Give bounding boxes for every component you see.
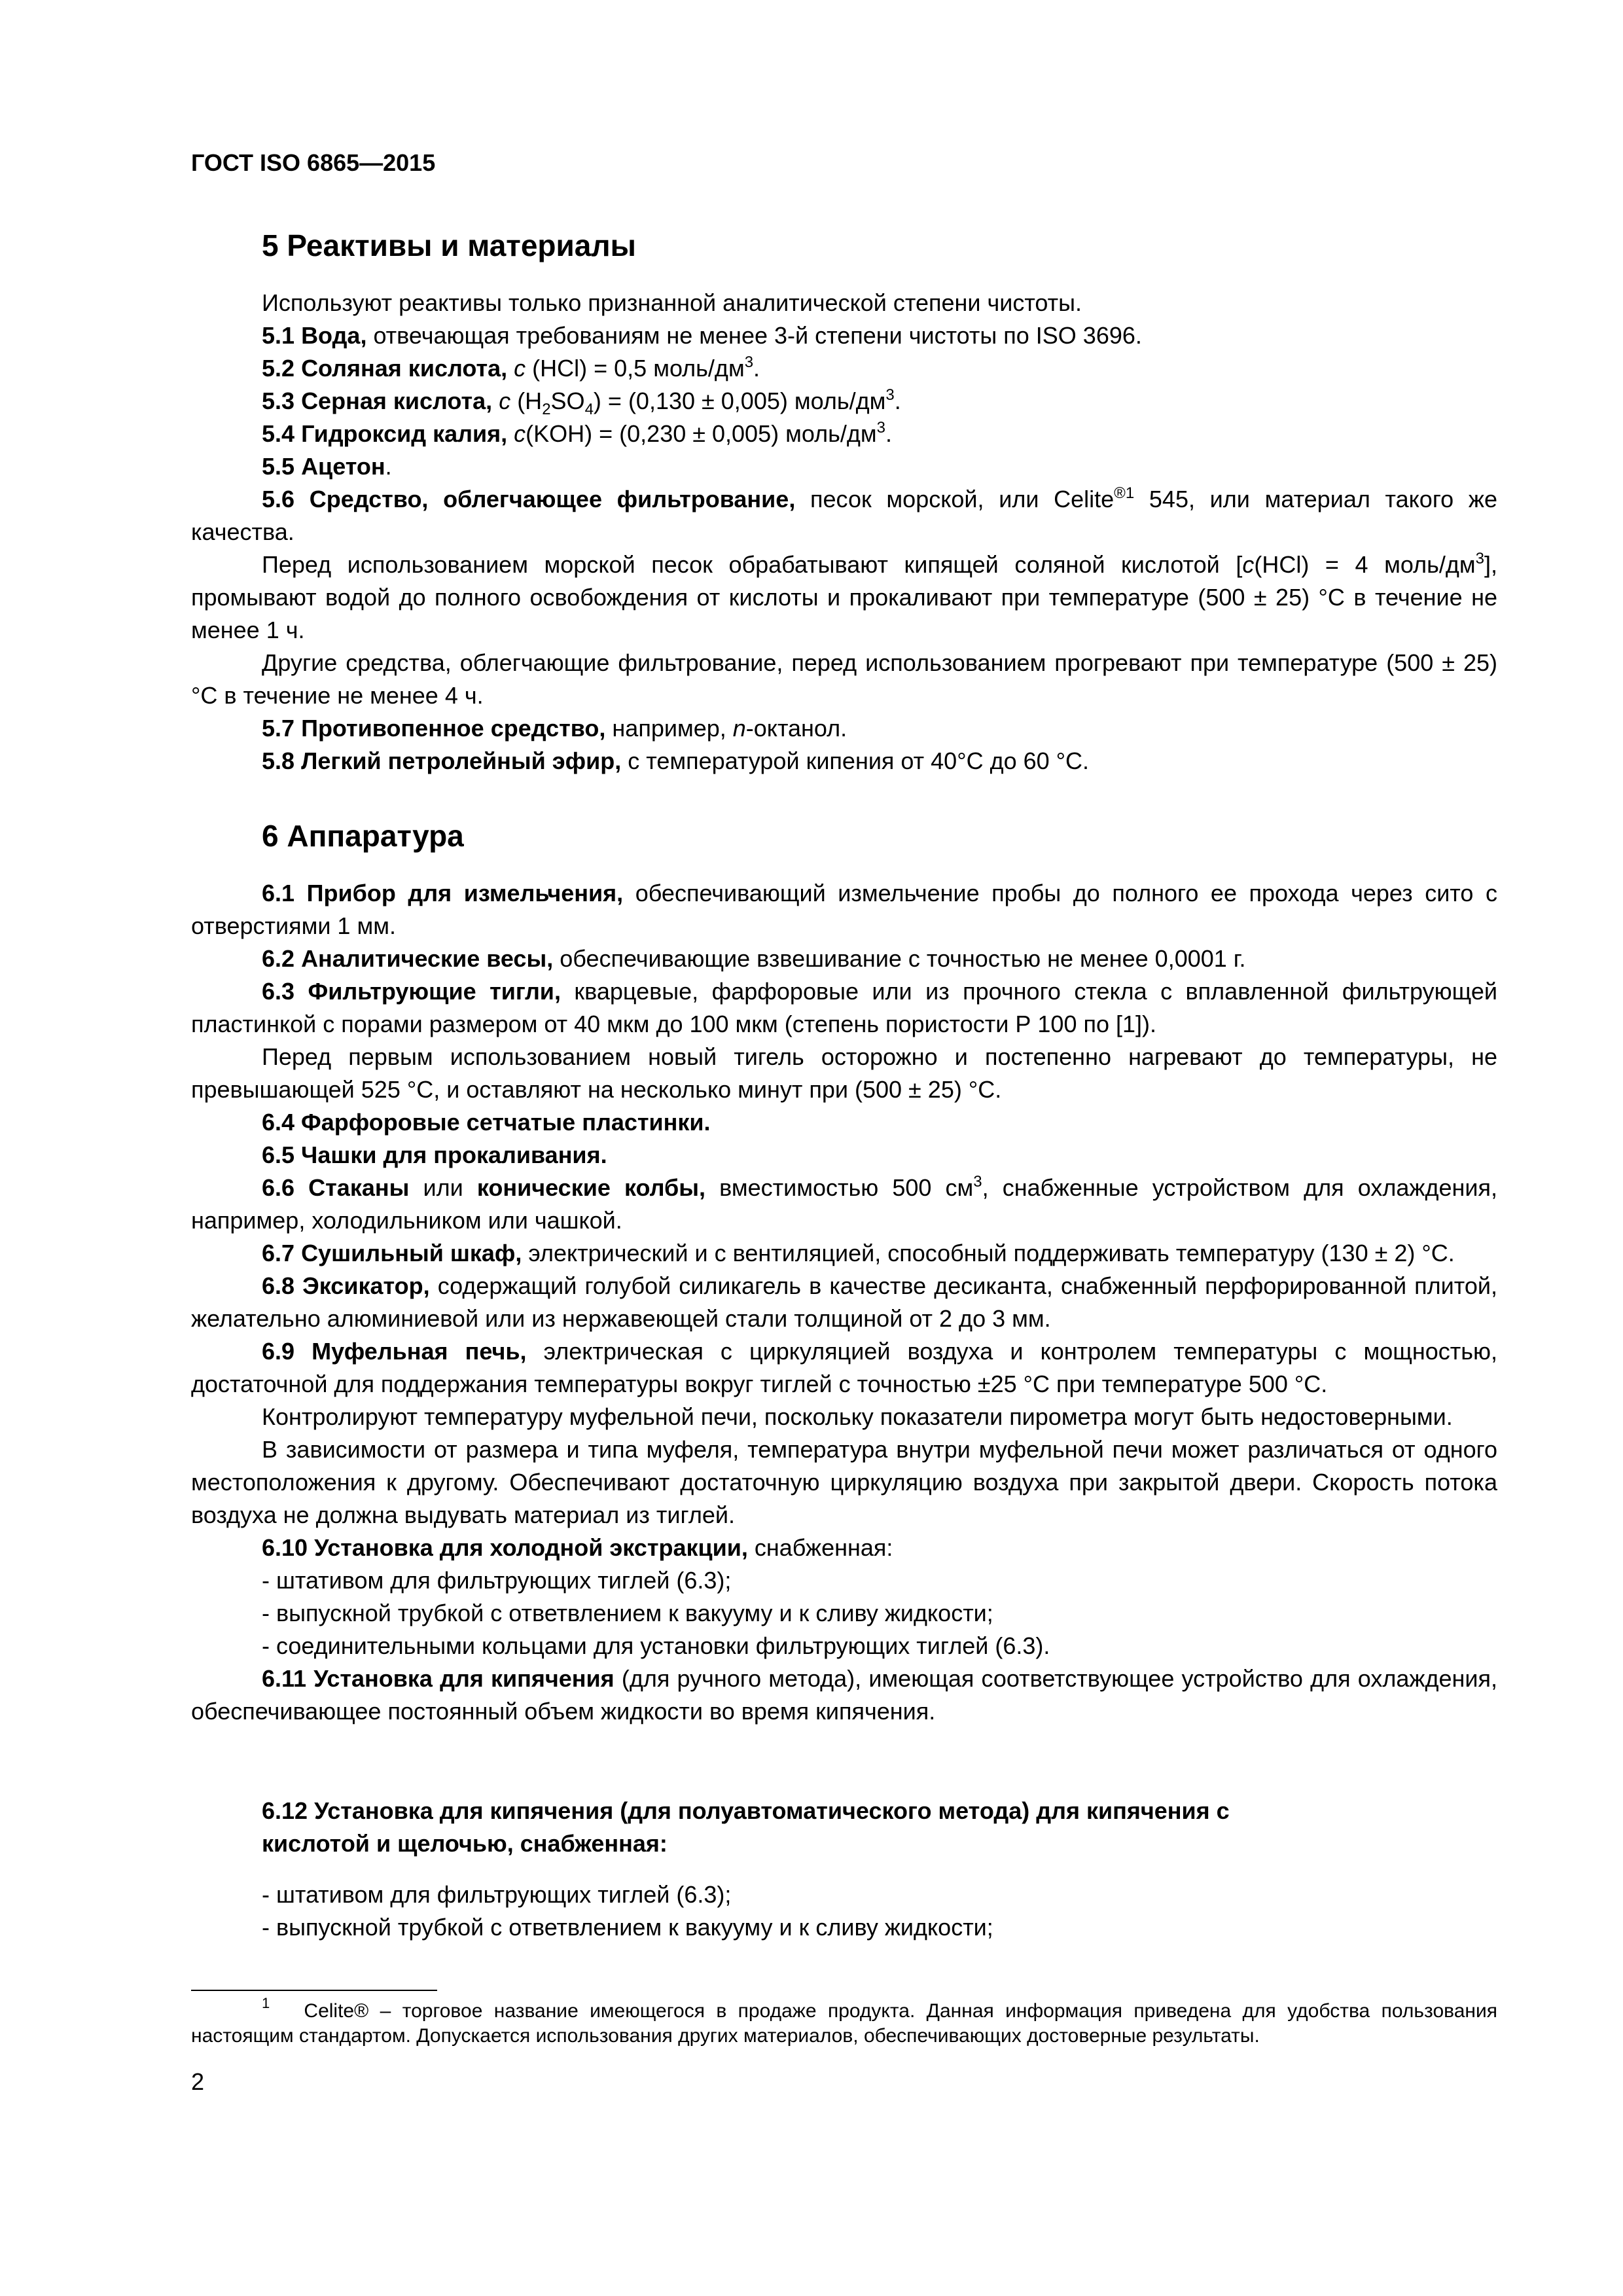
item-6-2: 6.2 Аналитические весы, обеспечивающие взвешивание с точностью не менее 0,0001 г.	[262, 945, 1246, 972]
item-5-6: 5.6 Средство, облегчающее фильтрование, песок морской, или Celite$^{®1}$ 545, или материал такого же качества.	[191, 484, 1497, 545]
item-6-4: 6.4 Фарфоровые сетчатые пластинки.	[262, 1109, 711, 1136]
item-6-8: 6.8 Эксикатор, содержащий голубой силикагель в качестве десиканта, снабженный перфорированной плитой, желательно алюминиевой или из нержавеющей стали толщиной от 2 до 3 мм.	[191, 1272, 1497, 1332]
item-5-7: 5.7 Противопенное средство, например, n-октанол.	[262, 715, 847, 742]
footnote-text: Celite® – торговое название имеющегося в продаже продукта. Данная информация приведена для удобства пользования настоящим стандартом. Допускается использования других материалов, обеспечивающих достоверные результаты.	[191, 2000, 1497, 2047]
footnote	[191, 1995, 1497, 2049]
item-6-12-list	[191, 1878, 1497, 1944]
page-number: 2	[191, 2068, 205, 2095]
item-6-12-block	[191, 1795, 1497, 1860]
item-6-12-heading-line-2: кислотой и щелочью, снабженная:	[262, 1830, 668, 1857]
item-6-6: 6.6 Стаканы или конические колбы, вместимостью 500 $см^3$, снабженные устройством для охлаждения, например, холодильником или чашкой.	[191, 1173, 1497, 1234]
item-5-1: 5.1 Вода, отвечающая требованиям не менее 3-й степени чистоты по ISO 3696.	[262, 322, 1142, 349]
section-6-title: 6 Аппаратура	[262, 819, 464, 853]
section-5-intro: Используют реактивы только признанной аналитической степени чистоты.	[262, 289, 1082, 316]
list-item: - выпускной трубкой с ответвлением к вакууму и к сливу жидкости;	[262, 1914, 993, 1941]
item-6-11: 6.11 Установка для кипячения (для ручного метода), имеющая соответствующее устройство для охлаждения, обеспечивающее постоянный объем жидкости во время кипячения.	[191, 1665, 1497, 1725]
item-6-1: 6.1 Прибор для измельчения, обеспечивающий измельчение пробы до полного ее прохода через сито с отверстиями 1 мм.	[191, 880, 1497, 939]
section-6-body	[191, 877, 1497, 1728]
item-6-12-heading-line-1: 6.12 Установка для кипячения (для полуавтоматического метода) для кипячения с	[262, 1797, 1230, 1824]
document-header: ГОСТ ISO 6865—2015	[191, 149, 436, 176]
item-6-3: 6.3 Фильтрующие тигли, кварцевые, фарфоровые или из прочного стекла с вплавленной фильтрующей пластинкой с порами размером от 40 мкм до 100 мкм (степень пористости Р 100 по [1]).	[191, 978, 1497, 1037]
paragraph-crucible-first-use: Перед первым использованием новый тигель осторожно и постепенно нагревают до температуры, не превышающей 525 °C, и оставляют на несколько минут при (500 ± 25) °C.	[191, 1043, 1497, 1103]
list-item: - штативом для фильтрующих тиглей (6.3);	[262, 1881, 732, 1908]
item-6-9: 6.9 Муфельная печь, электрическая с циркуляцией воздуха и контролем температуры с мощностью, достаточной для поддержания температуры вокруг тиглей с точностью ±25 °C при температуре 500 °C.	[191, 1338, 1497, 1397]
paragraph-sand-treatment: Перед использованием морской песок обрабатывают кипящей соляной кислотой [c(HCl) = 4 моль/$дм^3$], промывают водой до полного освобождения от кислоты и прокаливают при температуре (500 ± 25) °C в течение не менее 1 ч.	[191, 550, 1497, 643]
list-item: - штативом для фильтрующих тиглей (6.3);	[262, 1567, 732, 1594]
item-6-5: 6.5 Чашки для прокаливания.	[262, 1141, 607, 1168]
footnote-mark: 1	[262, 1995, 270, 2011]
item-5-8: 5.8 Легкий петролейный эфир, с температурой кипения от 40°C до 60 °C.	[262, 747, 1090, 774]
footnote-separator	[191, 1990, 437, 1991]
paragraph-muffle-circulation: В зависимости от размера и типа муфеля, температура внутри муфельной печи может различаться от одного местоположения к другому. Обеспечивают достаточную циркуляцию воздуха при закрытой двери. Скорость потока воздуха не должна выдувать материал из тиглей.	[191, 1436, 1497, 1528]
item-5-2: 5.2 Соляная кислота, c (HCl) = 0,5 моль/$дм^3$.	[262, 353, 760, 382]
section-5-title: 5 Реактивы и материалы	[262, 228, 636, 262]
paragraph-pyrometer: Контролируют температуру муфельной печи, поскольку показатели пирометра могут быть недостоверными.	[262, 1403, 1453, 1430]
list-item: - выпускной трубкой с ответвлением к вакууму и к сливу жидкости;	[262, 1600, 993, 1626]
item-5-5: 5.5 Ацетон.	[262, 453, 392, 480]
item-5-3: 5.3 Серная кислота, c $(H_2SO_4) = (0,130 \pm 0,005)$ моль/$дм^3$.	[262, 386, 901, 418]
section-5-body	[191, 287, 1497, 778]
list-item: - соединительными кольцами для установки фильтрующих тиглей (6.3).	[262, 1632, 1050, 1659]
paragraph-other-aids: Другие средства, облегчающие фильтрование, перед использованием прогревают при температуре (500 ± 25) °C в течение не менее 4 ч.	[191, 649, 1497, 709]
item-5-4: 5.4 Гидроксид калия, c(KOH) = (0,230 ± 0,005) моль/$дм^3$.	[262, 419, 892, 447]
item-6-7: 6.7 Сушильный шкаф, электрический и с вентиляцией, способный поддерживать температуру (130 ± 2) °C.	[262, 1240, 1455, 1266]
item-6-10: 6.10 Установка для холодной экстракции, снабженная:	[262, 1534, 893, 1561]
